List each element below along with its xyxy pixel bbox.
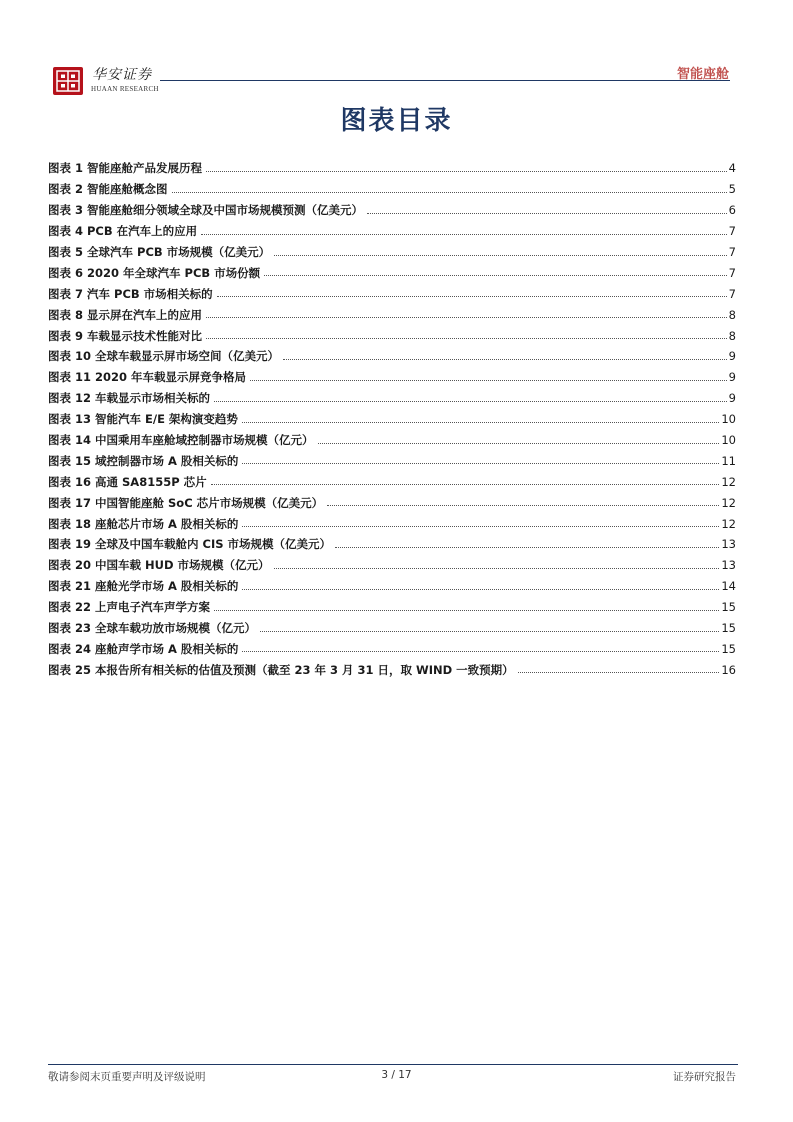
toc-entry-label[interactable]: 图表 15 域控制器市场 A 股相关标的 <box>48 453 239 468</box>
toc-entry-page[interactable]: 7 <box>728 286 736 301</box>
toc-entry-page[interactable]: 15 <box>721 621 736 636</box>
toc-entry[interactable] <box>48 513 736 534</box>
toc-entry-page[interactable]: 15 <box>721 600 736 615</box>
toc-entry-label[interactable]: 图表 25 本报告所有相关标的估值及预测（截至 23 年 3 月 31 日，取 WIND 一致预期） <box>48 662 514 677</box>
toc-entry[interactable] <box>48 221 736 242</box>
toc-entry[interactable] <box>48 576 736 597</box>
toc-leader-dots <box>242 651 719 652</box>
toc-leader-dots <box>318 443 720 444</box>
toc-entry-page[interactable]: 13 <box>721 558 736 573</box>
toc-entry[interactable] <box>48 618 736 639</box>
header-divider <box>160 80 730 81</box>
toc-entry-label[interactable]: 图表 8 显示屏在汽车上的应用 <box>48 307 203 322</box>
toc-leader-dots <box>260 631 719 632</box>
toc-entry[interactable] <box>48 534 736 555</box>
toc-entry-label[interactable]: 图表 5 全球汽车 PCB 市场规模（亿美元） <box>48 245 271 259</box>
toc-entry[interactable] <box>48 450 736 471</box>
toc-entry-page[interactable]: 9 <box>728 391 736 406</box>
toc-leader-dots <box>335 547 719 548</box>
toc-entry-label[interactable]: 图表 16 高通 SA8155P 芯片 <box>48 474 207 489</box>
footer-divider <box>48 1064 738 1065</box>
toc-entry-page[interactable]: 11 <box>721 453 736 468</box>
toc-entry-label[interactable]: 图表 4 PCB 在汽车上的应用 <box>48 224 198 239</box>
toc-entry-label[interactable]: 图表 22 上声电子汽车声学方案 <box>48 600 211 615</box>
toc-entry-label[interactable]: 图表 12 车载显示市场相关标的 <box>48 391 211 406</box>
toc-entry[interactable] <box>48 388 736 409</box>
toc-leader-dots <box>274 255 727 256</box>
toc-entry-page[interactable]: 10 <box>721 433 736 448</box>
toc-entry[interactable] <box>48 409 736 430</box>
toc-entry-label[interactable]: 图表 19 全球及中国车载舱内 CIS 市场规模（亿美元） <box>48 537 332 552</box>
toc-entry-label[interactable]: 图表 9 车载显示技术性能对比 <box>48 328 203 343</box>
toc-entry[interactable] <box>48 304 736 325</box>
toc-entry-label[interactable]: 图表 10 全球车载显示屏市场空间（亿美元） <box>48 349 280 364</box>
toc-entry-label[interactable]: 图表 24 座舱声学市场 A 股相关标的 <box>48 641 239 656</box>
footer-disclaimer: 敬请参阅末页重要声明及评级说明 <box>48 1071 206 1083</box>
toc-entry-page[interactable]: 8 <box>728 307 736 322</box>
toc-entry[interactable] <box>48 179 736 200</box>
toc-entry-page[interactable]: 7 <box>728 224 736 239</box>
section-tag: 智能座舱 <box>676 67 729 82</box>
toc-leader-dots <box>206 171 727 172</box>
toc-entry-label[interactable]: 图表 14 中国乘用车座舱域控制器市场规模（亿元） <box>48 433 314 448</box>
toc-entry[interactable] <box>48 492 736 513</box>
toc-entry-page[interactable]: 9 <box>728 370 736 385</box>
toc-leader-dots <box>274 568 720 569</box>
toc-entry-page[interactable]: 7 <box>728 265 736 280</box>
toc-entry-page[interactable]: 9 <box>728 349 736 364</box>
toc-entry-page[interactable]: 12 <box>721 495 736 510</box>
toc-leader-dots <box>214 401 727 402</box>
toc-entry[interactable] <box>48 325 736 346</box>
toc-entry-label[interactable]: 图表 17 中国智能座舱 SoC 芯片市场规模（亿美元） <box>48 495 324 510</box>
toc-entry-page[interactable]: 10 <box>721 412 736 427</box>
toc-entry-page[interactable]: 13 <box>721 537 736 552</box>
toc-entry[interactable] <box>48 283 736 304</box>
toc-entry-label[interactable]: 图表 6 2020 年全球汽车 PCB 市场份额 <box>48 265 261 280</box>
toc-entry-label[interactable]: 图表 2 智能座舱概念图 <box>48 182 168 197</box>
toc-entry[interactable] <box>48 242 736 263</box>
toc-entry-page[interactable]: 15 <box>721 641 736 656</box>
toc-leader-dots <box>264 275 727 276</box>
toc-leader-dots <box>518 672 720 673</box>
toc-entry[interactable] <box>48 659 736 680</box>
toc-entry-page[interactable]: 12 <box>721 474 736 489</box>
brand-name-en: HUAAN RESEARCH <box>91 85 159 93</box>
toc-leader-dots <box>327 505 719 506</box>
toc-leader-dots <box>206 317 727 318</box>
toc-leader-dots <box>250 380 727 381</box>
toc-leader-dots <box>283 359 727 360</box>
toc-entry-label[interactable]: 图表 1 智能座舱产品发展历程 <box>48 161 203 176</box>
toc-entry[interactable] <box>48 555 736 576</box>
toc-entry-label[interactable]: 图表 7 汽车 PCB 市场相关标的 <box>48 286 213 301</box>
toc-entry-label[interactable]: 图表 3 智能座舱细分领域全球及中国市场规模预测（亿美元） <box>48 203 364 218</box>
page-title: 图表目录 <box>340 106 453 136</box>
toc-entry[interactable] <box>48 200 736 221</box>
toc-entry-page[interactable]: 16 <box>721 662 736 677</box>
toc-leader-dots <box>217 296 727 297</box>
toc-entry[interactable] <box>48 471 736 492</box>
toc-entry-label[interactable]: 图表 20 中国车载 HUD 市场规模（亿元） <box>48 558 270 573</box>
toc-leader-dots <box>201 234 727 235</box>
toc-leader-dots <box>242 526 719 527</box>
toc-leader-dots <box>172 192 727 193</box>
toc-entry-page[interactable]: 7 <box>728 245 736 259</box>
toc-leader-dots <box>242 463 719 464</box>
toc-entry-page[interactable]: 4 <box>728 161 736 176</box>
toc-entry[interactable] <box>48 262 736 283</box>
toc-entry[interactable] <box>48 367 736 388</box>
toc-entry-page[interactable]: 6 <box>728 203 736 218</box>
page-indicator: 3 / 17 <box>381 1069 412 1081</box>
figure-list <box>48 158 736 680</box>
toc-entry-label[interactable]: 图表 18 座舱芯片市场 A 股相关标的 <box>48 516 239 531</box>
toc-leader-dots <box>242 589 719 590</box>
toc-entry[interactable] <box>48 430 736 451</box>
toc-entry-page[interactable]: 8 <box>728 328 736 343</box>
toc-entry-page[interactable]: 5 <box>728 182 736 197</box>
toc-leader-dots <box>211 484 720 485</box>
toc-entry-label[interactable]: 图表 23 全球车载功放市场规模（亿元） <box>48 621 257 636</box>
toc-entry-label[interactable]: 图表 21 座舱光学市场 A 股相关标的 <box>48 579 239 594</box>
toc-entry[interactable] <box>48 638 736 659</box>
toc-entry-label[interactable]: 图表 11 2020 年车载显示屏竞争格局 <box>48 370 247 385</box>
toc-leader-dots <box>206 338 727 339</box>
huaan-logo <box>52 66 84 96</box>
toc-entry[interactable] <box>48 158 736 179</box>
toc-leader-dots <box>242 422 719 423</box>
toc-entry[interactable] <box>48 346 736 367</box>
toc-entry-page[interactable]: 14 <box>721 579 736 594</box>
brand-name-cn: 华安证券 <box>92 67 152 83</box>
toc-leader-dots <box>214 610 719 611</box>
toc-entry-page[interactable]: 12 <box>721 516 736 531</box>
toc-entry[interactable] <box>48 597 736 618</box>
footer-report-type: 证券研究报告 <box>673 1071 736 1083</box>
toc-entry-label[interactable]: 图表 13 智能汽车 E/E 架构演变趋势 <box>48 412 238 427</box>
toc-leader-dots <box>367 213 727 214</box>
